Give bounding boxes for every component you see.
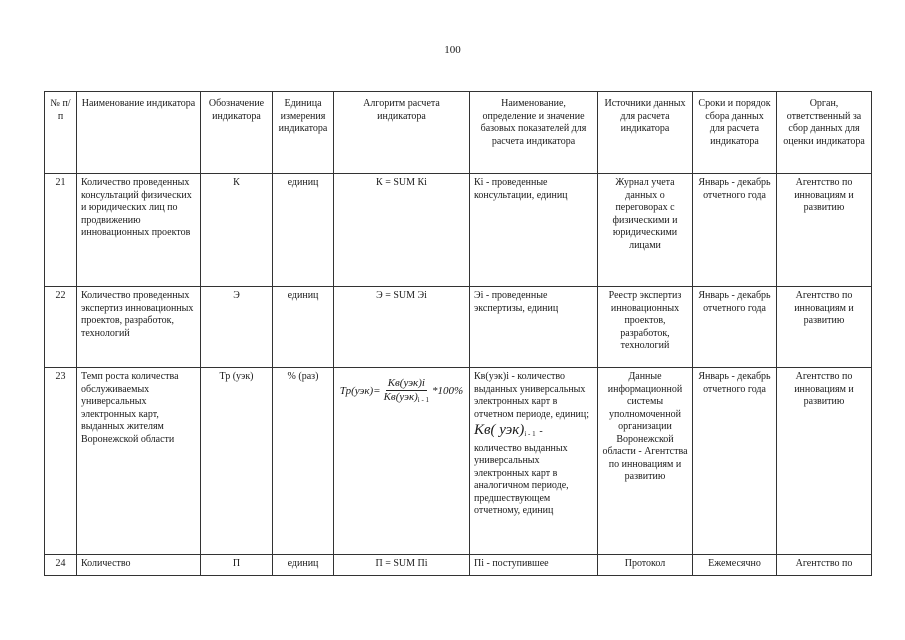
cell-org: Агентство по инновациям и развитию: [777, 174, 872, 287]
header-name: Наименование индикатора: [77, 92, 201, 174]
cell-algorithm-formula: [334, 368, 470, 555]
growth-rate-formula: [338, 377, 465, 406]
cell-algorithm: П = SUM Пi: [334, 555, 470, 576]
cell-org: Агентство по инновациям и развитию: [777, 368, 872, 555]
base-part2: количество выданных универсальных электронных карт в аналогичном периоде, предшествующем отчетному, единиц: [474, 442, 569, 516]
formula-numerator: Кв(уэк)i: [387, 377, 425, 389]
cell-terms: Январь - декабрь отчетного года: [693, 368, 777, 555]
formula-fraction: [382, 377, 431, 406]
cell-source: Протокол: [598, 555, 693, 576]
cell-symbol: П: [201, 555, 273, 576]
cell-name: Количество проведенных консультаций физических и юридических лиц по продвижению инновационных проектов: [77, 174, 201, 287]
cell-unit: единиц: [273, 287, 334, 368]
cell-algorithm: К = SUM Кi: [334, 174, 470, 287]
cell-unit: единиц: [273, 555, 334, 576]
cell-num: 22: [45, 287, 77, 368]
cell-unit: % (раз): [273, 368, 334, 555]
cell-terms: Январь - декабрь отчетного года: [693, 174, 777, 287]
formula-tail: *100%: [432, 385, 464, 398]
cell-name: Количество: [77, 555, 201, 576]
cell-algorithm: Э = SUM Эi: [334, 287, 470, 368]
cell-terms: Ежемесячно: [693, 555, 777, 576]
cell-num: 23: [45, 368, 77, 555]
cell-terms: Январь - декабрь отчетного года: [693, 287, 777, 368]
base-symbol-dash: -: [539, 426, 543, 437]
cell-symbol: Э: [201, 287, 273, 368]
table-row: [45, 555, 872, 576]
header-unit: Единица измерения индикатора: [273, 92, 334, 174]
base-symbol: [474, 424, 593, 441]
cell-base: Эi - проведенные экспертизы, единиц: [470, 287, 598, 368]
header-org: Орган, ответственный за сбор данных для оценки индикатора: [777, 92, 872, 174]
formula-denominator-wrap: [382, 391, 431, 407]
formula-lhs: Тр(уэк)=: [339, 385, 381, 398]
cell-source: Данные информационной системы уполномоченной организации Воронежской области - Агентства по инновациям и развитию: [598, 368, 693, 555]
table-header-row: [45, 92, 872, 174]
cell-base: [470, 368, 598, 555]
cell-unit: единиц: [273, 174, 334, 287]
table-row: [45, 368, 872, 555]
table-row: [45, 287, 872, 368]
cell-source: Журнал учета данных о переговорах с физическими и юридическими лицами: [598, 174, 693, 287]
header-base: Наименование, определение и значение базовых показателей для расчета индикатора: [470, 92, 598, 174]
cell-symbol: К: [201, 174, 273, 287]
cell-org: Агентство по инновациям и развитию: [777, 287, 872, 368]
header-algorithm: Алгоритм расчета индикатора: [334, 92, 470, 174]
table-row: [45, 174, 872, 287]
base-part1: Кв(уэк)i - количество выданных универсальных электронных карт в отчетном периоде, единиц;: [474, 371, 590, 420]
cell-base: Пi - поступившее: [470, 555, 598, 576]
cell-name: Количество проведенных экспертиз инновационных проектов, разработок, технологий: [77, 287, 201, 368]
cell-base: Кi - проведенные консультации, единиц: [470, 174, 598, 287]
cell-source: Реестр экспертиз инновационных проектов, разработок, технологий: [598, 287, 693, 368]
header-num: № п/п: [45, 92, 77, 174]
header-source: Источники данных для расчета индикатора: [598, 92, 693, 174]
cell-name: Темп роста количества обслуживаемых универсальных электронных карт, выданных жителям Воронежской области: [77, 368, 201, 555]
base-symbol-sub: i - 1: [524, 430, 536, 438]
formula-denominator: Кв(уэк): [383, 390, 418, 403]
cell-symbol: Тр (уэк): [201, 368, 273, 555]
cell-org: Агентство по: [777, 555, 872, 576]
cell-num: 24: [45, 555, 77, 576]
header-symbol: Обозначение индикатора: [201, 92, 273, 174]
base-symbol-text: Кв( уэк): [474, 422, 525, 438]
header-terms: Сроки и порядок сбора данных для расчета индикатора: [693, 92, 777, 174]
indicators-table: [44, 91, 872, 576]
cell-num: 21: [45, 174, 77, 287]
formula-denominator-sub: i - 1: [417, 395, 430, 404]
page-number: 100: [444, 44, 461, 56]
